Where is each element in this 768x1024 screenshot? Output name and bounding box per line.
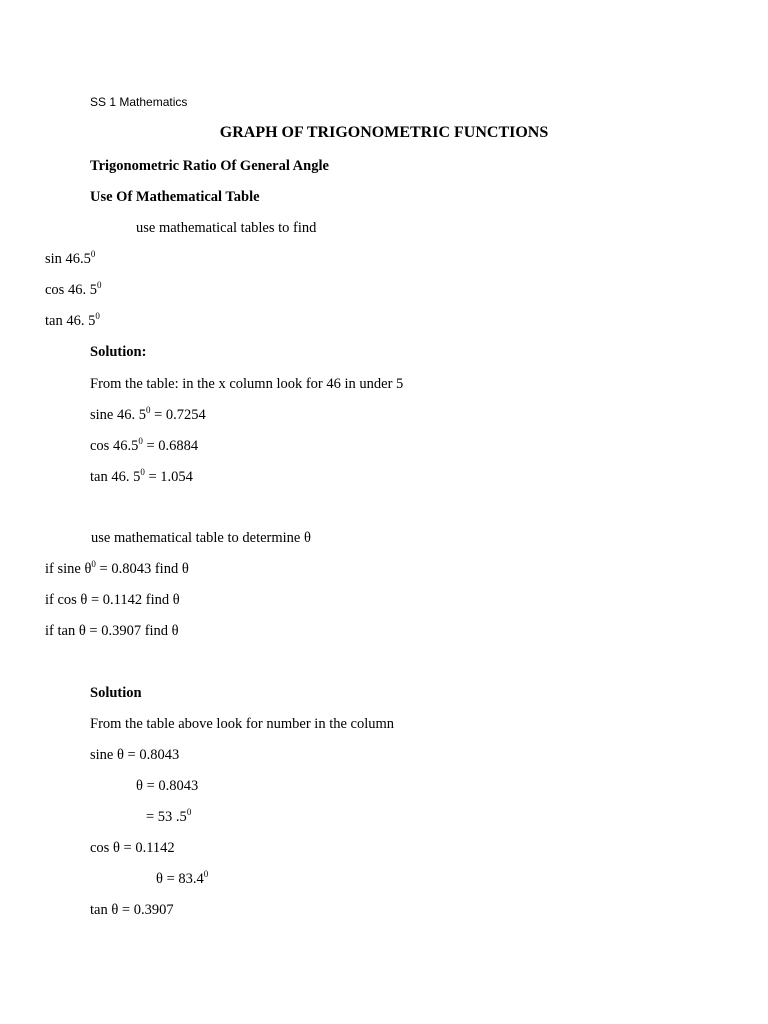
step-text: cos θ = 0.1142: [90, 840, 175, 856]
question-sine-theta: [45, 560, 189, 578]
question-text: tan 46. 5: [45, 313, 96, 329]
section-subheading: Use Of Mathematical Table: [90, 189, 260, 205]
solution-intro-2: From the table above look for number in the column: [90, 716, 395, 732]
question-cos-theta: [45, 591, 180, 609]
answer-tan: [90, 468, 193, 486]
question-prefix: if cos θ = 0.1142 find θ: [45, 592, 180, 608]
answer-cos: [90, 437, 198, 455]
question-tan: [45, 312, 100, 330]
step-tan-theta: [90, 901, 174, 919]
step-cos-theta: [90, 839, 175, 857]
answer-prefix: sine 46. 5: [90, 407, 146, 423]
step-theta-cos-result: [156, 870, 208, 888]
question-prefix: if sine θ: [45, 561, 92, 577]
step-text: θ = 0.8043: [136, 778, 199, 794]
instruction-text-2: use mathematical table to determine θ: [91, 530, 311, 546]
step-sine-theta: [90, 746, 179, 764]
section-heading: Trigonometric Ratio Of General Angle: [90, 158, 329, 174]
degree-superscript: 0: [95, 311, 100, 322]
question-suffix: = 0.8043 find θ: [95, 561, 189, 577]
degree-superscript: 0: [90, 249, 96, 260]
question-text: sin 46.5: [45, 251, 91, 267]
question-text: cos 46. 5: [45, 282, 97, 298]
step-text: sine θ = 0.8043: [90, 747, 180, 763]
solution-label-2: Solution: [90, 685, 142, 701]
question-tan-theta: [45, 622, 179, 640]
page-title: GRAPH OF TRIGONOMETRIC FUNCTIONS: [219, 124, 549, 141]
course-header: SS 1 Mathematics: [90, 95, 188, 109]
degree-superscript: 0: [91, 559, 96, 570]
answer-prefix: cos 46.5: [90, 438, 139, 454]
answer-value: = 0.7254: [150, 407, 206, 423]
question-prefix: if tan θ = 0.3907 find θ: [45, 623, 179, 639]
question-cos: [45, 281, 101, 299]
step-theta-result: [146, 808, 191, 826]
degree-superscript: 0: [145, 405, 151, 416]
answer-value: = 1.054: [144, 469, 193, 485]
step-text: = 53 .5: [146, 809, 187, 825]
solution-intro: From the table: in the x column look for 46 in under 5: [90, 376, 404, 392]
degree-superscript: 0: [186, 807, 192, 818]
degree-superscript: 0: [203, 869, 209, 880]
solution-label: Solution:: [90, 344, 147, 360]
instruction-text: use mathematical tables to find: [136, 220, 317, 236]
step-theta-value: [136, 777, 198, 795]
question-sin: [45, 250, 95, 268]
degree-superscript: 0: [140, 467, 145, 478]
degree-superscript: 0: [96, 280, 102, 291]
step-text: tan θ = 0.3907: [90, 902, 174, 918]
answer-sine: [90, 406, 206, 424]
degree-superscript: 0: [138, 436, 143, 447]
step-text: θ = 83.4: [156, 871, 204, 887]
answer-value: = 0.6884: [142, 438, 199, 454]
answer-prefix: tan 46. 5: [90, 469, 141, 485]
